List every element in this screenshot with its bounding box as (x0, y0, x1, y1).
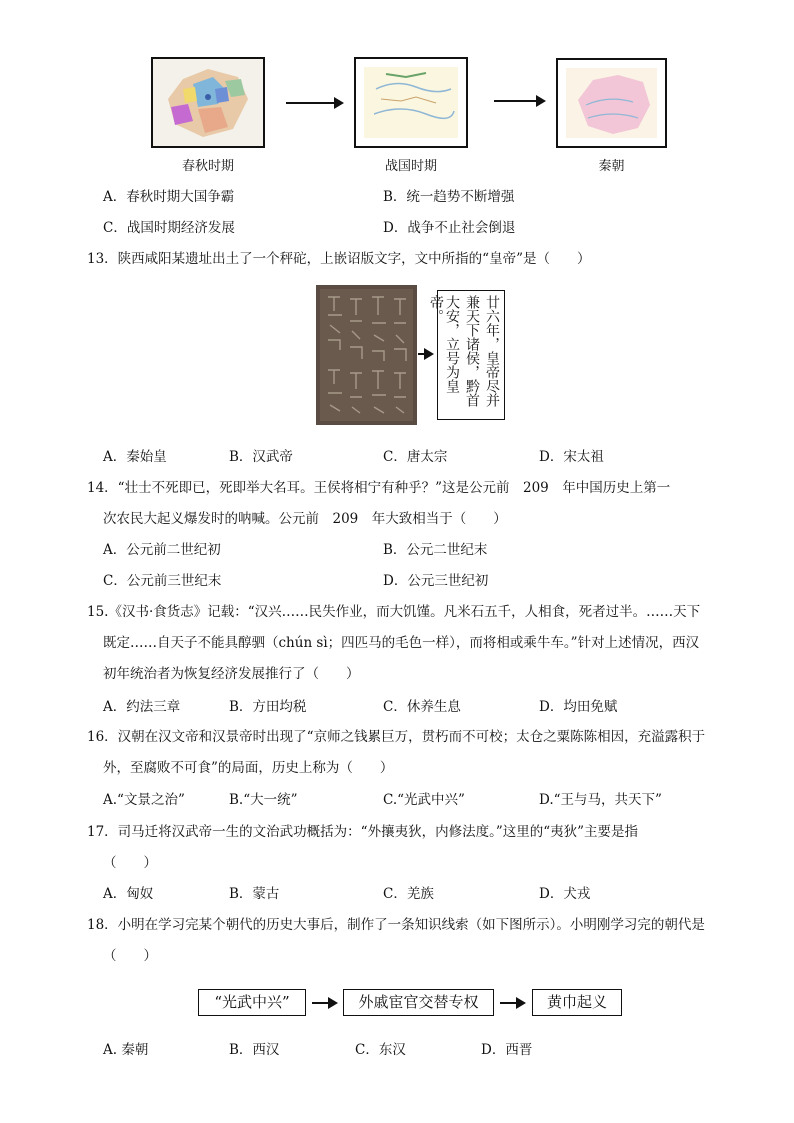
q14-option-d[interactable]: D．公元三世纪初 (383, 573, 489, 589)
q14-option-b[interactable]: B．公元二世纪末 (383, 542, 488, 558)
inscription-photo-image (316, 285, 417, 425)
inscription-col-1: 廿六年，皇帝尽并 (484, 295, 500, 407)
inscription-col-2: 兼天下诸侯，黔首 (464, 295, 480, 407)
map-label-zhanguo: 战国时期 (384, 159, 437, 174)
arrow-2 (494, 100, 544, 102)
q17-option-a[interactable]: A．匈奴 (103, 886, 154, 902)
q18-stem-line1: 18．小明在学习完某个朝代的历史大事后，制作了一条知识线索（如下图所示）。小明刚学习完的朝代是 (87, 917, 705, 933)
map-chunqiu (151, 57, 265, 148)
q15-stem-line1: 15.《汉书·食货志》记载：“汉兴……民失作业，而大饥馑。凡米石五千，人相食，死者过半。……天下 (87, 604, 701, 620)
q17-stem-line2: （ ） (103, 855, 157, 871)
weight-inscription-photo (316, 285, 417, 425)
q16-option-d[interactable]: D.“王与马，共天下” (539, 792, 662, 808)
flow-arrow-1 (312, 1002, 336, 1004)
map-qin-image (558, 60, 665, 146)
q15-option-b[interactable]: B．方田均税 (229, 699, 307, 715)
q16-option-b[interactable]: B.“大一统” (229, 792, 298, 808)
q18-option-a[interactable]: A. 秦朝 (103, 1042, 149, 1058)
q15-stem-line2: 既定……自天子不能具醇驷（chún sì；四匹马的毛色一样），而将相或乘牛车。”针对上述情况，西汉 (103, 635, 700, 651)
q16-option-a[interactable]: A.“文景之治” (103, 792, 185, 808)
q14-option-c[interactable]: C．公元前三世纪末 (103, 573, 222, 589)
inscription-col-3: 大安，立号为皇帝。 (428, 295, 460, 393)
q15-option-d[interactable]: D．均田免赋 (539, 699, 618, 715)
q17-option-b[interactable]: B．蒙古 (229, 886, 280, 902)
q18-option-d[interactable]: D．西晋 (481, 1042, 533, 1058)
q13-option-b[interactable]: B．汉武帝 (229, 449, 293, 465)
inscription-transcription-box (428, 290, 505, 420)
flow-box-huangjin: 黄巾起义 (532, 989, 622, 1016)
q17-stem-line1: 17．司马迁将汉武帝一生的文治武功概括为：“外攘夷狄，内修法度。”这里的“夷狄”主要是指 (87, 824, 639, 840)
map-label-chunqiu: 春秋时期 (181, 159, 234, 174)
map-zhanguo (354, 57, 468, 148)
map-chunqiu-image (153, 59, 263, 146)
flow-box-waiqi-huanguan: 外戚宦官交替专权 (343, 989, 494, 1016)
q14-stem-line2: 次农民大起义爆发时的呐喊。公元前 209 年大致相当于（ ） (103, 511, 507, 527)
q12-option-a[interactable]: A．春秋时期大国争霸 (103, 189, 235, 205)
q15-option-a[interactable]: A．约法三章 (103, 699, 181, 715)
q16-stem-line1: 16．汉朝在汉文帝和汉景帝时出现了“京师之钱累巨万，贯朽而不可校；太仓之粟陈陈相因，充溢露积于 (87, 729, 706, 745)
flow-box-guangwu: “光武中兴” (198, 989, 306, 1016)
q15-stem-line3: 初年统治者为恢复经济发展推行了（ ） (103, 666, 360, 682)
q13-stem: 13．陕西咸阳某遗址出土了一个秤砣，上嵌诏版文字，文中所指的“皇帝”是（ ） (87, 251, 591, 267)
q17-option-c[interactable]: C．羌族 (383, 886, 434, 902)
q18-option-c[interactable]: C．东汉 (355, 1042, 406, 1058)
map-zhanguo-image (356, 59, 466, 146)
flow-arrow-2 (500, 1002, 524, 1004)
q18-option-b[interactable]: B．西汉 (229, 1042, 280, 1058)
arrow-1 (286, 102, 342, 104)
map-qin (556, 58, 667, 148)
q13-option-c[interactable]: C．唐太宗 (383, 449, 448, 465)
q12-option-c[interactable]: C．战国时期经济发展 (103, 220, 235, 236)
q16-stem-line2: 外，至腐败不可食”的局面，历史上称为（ ） (103, 760, 394, 776)
q12-option-d[interactable]: D．战争不止社会倒退 (383, 220, 516, 236)
map-label-qin: 秦朝 (598, 159, 625, 174)
q15-option-c[interactable]: C．休养生息 (383, 699, 461, 715)
q13-option-d[interactable]: D．宋太祖 (539, 449, 604, 465)
q18-stem-line2: （ ） (103, 948, 157, 964)
q16-option-c[interactable]: C.“光武中兴” (383, 792, 465, 808)
q12-option-b[interactable]: B．统一趋势不断增强 (383, 189, 515, 205)
q17-option-d[interactable]: D．犬戎 (539, 886, 591, 902)
q14-option-a[interactable]: A．公元前二世纪初 (103, 542, 221, 558)
q13-option-a[interactable]: A．秦始皇 (103, 449, 167, 465)
q14-stem-line1: 14．“壮士不死即已，死即举大名耳。王侯将相宁有种乎？”这是公元前 209 年中国历史上第一 (87, 480, 671, 496)
